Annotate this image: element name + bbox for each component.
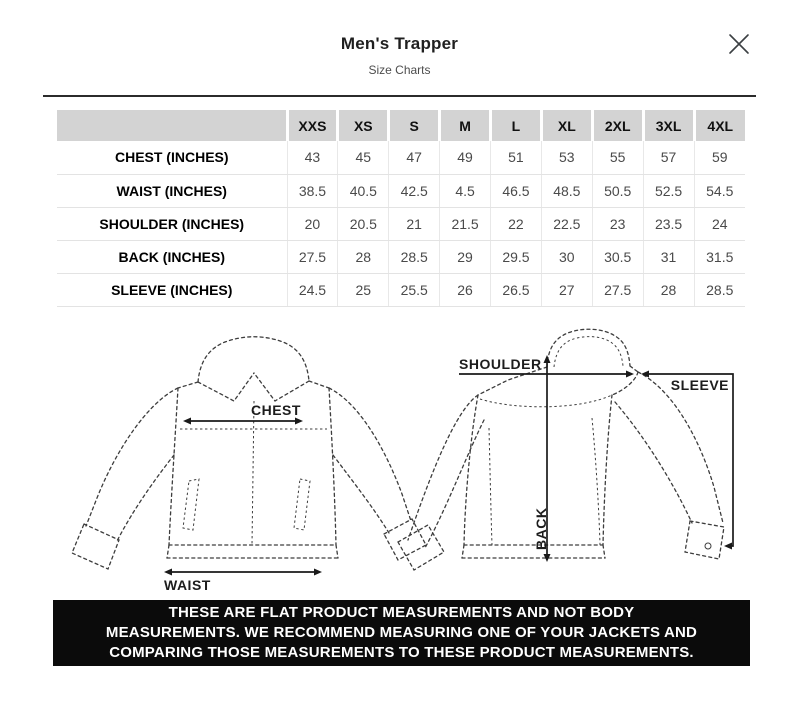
measurement-value: 21.5 bbox=[440, 207, 491, 240]
back-measure-line bbox=[533, 355, 551, 562]
measurement-row-label: SLEEVE (INCHES) bbox=[57, 273, 287, 306]
size-chart-table bbox=[57, 110, 745, 307]
measurement-value: 20.5 bbox=[338, 207, 389, 240]
measurement-row bbox=[57, 273, 745, 306]
measurement-value: 31 bbox=[643, 240, 694, 273]
measurement-row bbox=[57, 174, 745, 207]
measurement-value: 30 bbox=[541, 240, 592, 273]
size-column-header: L bbox=[491, 110, 542, 141]
measurement-value: 49 bbox=[440, 141, 491, 174]
measurement-value: 22.5 bbox=[541, 207, 592, 240]
size-column-header: 4XL bbox=[694, 110, 745, 141]
measurement-value: 20 bbox=[287, 207, 338, 240]
jacket-front-sketch bbox=[72, 337, 426, 569]
chest-label: CHEST bbox=[251, 402, 301, 418]
table-corner-cell bbox=[57, 110, 287, 141]
size-column-header: 2XL bbox=[592, 110, 643, 141]
measurement-value: 30.5 bbox=[592, 240, 643, 273]
measurement-row bbox=[57, 240, 745, 273]
measurement-value: 43 bbox=[287, 141, 338, 174]
close-button[interactable] bbox=[726, 31, 752, 57]
measurement-value: 53 bbox=[541, 141, 592, 174]
measurement-value: 25.5 bbox=[389, 273, 440, 306]
size-column-header: M bbox=[440, 110, 491, 141]
size-column-header: XS bbox=[338, 110, 389, 141]
modal-subtitle: Size Charts bbox=[368, 63, 431, 77]
sleeve-measure-line bbox=[641, 371, 733, 550]
measurement-value: 28 bbox=[643, 273, 694, 306]
measurement-value: 23 bbox=[592, 207, 643, 240]
measurement-row bbox=[57, 141, 745, 174]
measurement-value: 28 bbox=[338, 240, 389, 273]
size-column-header: 3XL bbox=[643, 110, 694, 141]
measurement-value: 54.5 bbox=[694, 174, 745, 207]
measurement-value: 23.5 bbox=[643, 207, 694, 240]
size-column-header: S bbox=[389, 110, 440, 141]
size-column-header: XXS bbox=[287, 110, 338, 141]
measurement-value: 38.5 bbox=[287, 174, 338, 207]
measurement-value: 42.5 bbox=[389, 174, 440, 207]
measurement-value: 21 bbox=[389, 207, 440, 240]
jacket-back-sketch bbox=[398, 329, 724, 570]
disclaimer-text: THESE ARE FLAT PRODUCT MEASUREMENTS AND NOT BODY MEASUREMENTS. WE RECOMMEND MEASURING ONE OF YOUR JACKETS AND COMPARING THOSE MEASUREMENTS TO THESE PRODUCT MEASUREMENTS. bbox=[105, 604, 698, 661]
measurement-value: 47 bbox=[389, 141, 440, 174]
measurement-value: 45 bbox=[338, 141, 389, 174]
measurement-value: 57 bbox=[643, 141, 694, 174]
measurement-row bbox=[57, 207, 745, 240]
measurement-value: 31.5 bbox=[694, 240, 745, 273]
measurement-value: 46.5 bbox=[491, 174, 542, 207]
size-header-row bbox=[57, 110, 745, 141]
shoulder-label: SHOULDER bbox=[459, 356, 542, 372]
measurement-row-label: SHOULDER (INCHES) bbox=[57, 207, 287, 240]
modal-title: Men's Trapper bbox=[340, 34, 459, 53]
measurement-value: 29.5 bbox=[491, 240, 542, 273]
header-divider bbox=[43, 95, 756, 97]
measurement-row-label: CHEST (INCHES) bbox=[57, 141, 287, 174]
measurement-row-label: BACK (INCHES) bbox=[57, 240, 287, 273]
measurement-value: 28.5 bbox=[694, 273, 745, 306]
close-icon bbox=[726, 31, 752, 57]
chest-measure-line bbox=[183, 402, 303, 425]
measurement-value: 4.5 bbox=[440, 174, 491, 207]
measurement-disclaimer bbox=[53, 600, 750, 666]
sleeve-label: SLEEVE bbox=[670, 377, 729, 393]
measurement-value: 29 bbox=[440, 240, 491, 273]
measurement-value: 24.5 bbox=[287, 273, 338, 306]
measurement-value: 27.5 bbox=[592, 273, 643, 306]
measurement-value: 50.5 bbox=[592, 174, 643, 207]
measurement-value: 25 bbox=[338, 273, 389, 306]
measurement-value: 28.5 bbox=[389, 240, 440, 273]
measurement-value: 27.5 bbox=[287, 240, 338, 273]
measurement-value: 22 bbox=[491, 207, 542, 240]
waist-measure-line bbox=[164, 569, 322, 594]
measurement-value: 55 bbox=[592, 141, 643, 174]
waist-label: WAIST bbox=[164, 577, 211, 593]
measurement-value: 24 bbox=[694, 207, 745, 240]
measurement-value: 59 bbox=[694, 141, 745, 174]
measurement-value: 27 bbox=[541, 273, 592, 306]
measurement-value: 51 bbox=[491, 141, 542, 174]
measurement-value: 26 bbox=[440, 273, 491, 306]
measurement-value: 48.5 bbox=[541, 174, 592, 207]
measurement-value: 40.5 bbox=[338, 174, 389, 207]
back-label: BACK bbox=[533, 507, 549, 550]
measurement-value: 26.5 bbox=[491, 273, 542, 306]
size-column-header: XL bbox=[541, 110, 592, 141]
measurement-row-label: WAIST (INCHES) bbox=[57, 174, 287, 207]
jacket-measurement-diagram bbox=[0, 310, 799, 600]
measurement-value: 52.5 bbox=[643, 174, 694, 207]
